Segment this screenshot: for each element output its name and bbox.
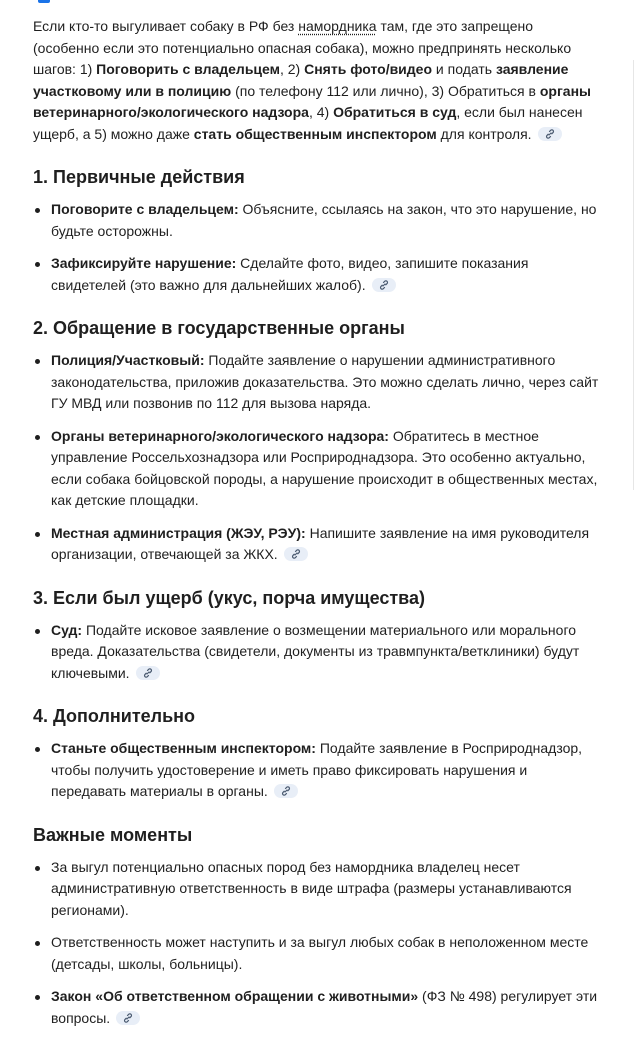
item-bold-label: Органы ветеринарного/экологического надзора:	[51, 427, 389, 444]
source-link-chip[interactable]	[372, 278, 396, 292]
intro-bold: заявление участковому или в полицию	[33, 61, 569, 99]
item-text: Подайте исковое заявление о возмещении материального или морального вреда. Доказательства (свидетели, документы из травмпункта/ветклиники) будут ключевыми.	[51, 621, 580, 681]
link-icon	[281, 786, 291, 796]
section-heading: 1. Первичные действия	[33, 167, 245, 187]
list-item	[33, 857, 603, 922]
source-link-chip[interactable]	[538, 127, 562, 141]
list-item	[33, 523, 603, 566]
item-text: Напишите заявление на имя руководителя организации, отвечающей за ЖКХ.	[51, 524, 590, 562]
intro-text: там, где это запрещено (особенно если это потенциально опасная собака), можно предпринять несколько шагов: 1)	[33, 18, 572, 77]
source-link-chip[interactable]	[136, 666, 160, 680]
link-icon	[291, 549, 301, 559]
item-text: Подайте заявление о нарушении административного законодательства, приложив доказательства. Это можно сделать лично, через сайт ГУ МВД или позвонив по 112 для вызова наряда.	[51, 352, 599, 411]
answer-content	[33, 16, 603, 1040]
list-item	[33, 199, 603, 242]
list-item	[33, 738, 603, 803]
sections-container	[33, 165, 603, 1029]
source-link-chip[interactable]	[284, 547, 308, 561]
bullet-list	[33, 857, 603, 1030]
top-accent	[38, 0, 50, 3]
intro-text: для контроля.	[436, 125, 532, 142]
intro-paragraph	[33, 16, 603, 145]
link-icon	[123, 1013, 133, 1023]
item-text: Сделайте фото, видео, запишите показания свидетелей (это важно для дальнейших жалоб).	[51, 255, 529, 293]
intro-bold: стать общественным инспектором	[193, 125, 437, 142]
list-item	[33, 426, 603, 512]
intro-bold: Обратиться в суд	[333, 104, 457, 120]
section-heading: 3. Если был ущерб (укус, порча имущества)	[33, 587, 426, 608]
list-item	[33, 986, 603, 1029]
bullet-list	[33, 199, 603, 296]
intro-bold: органы ветеринарного/экологического надзора	[33, 82, 591, 120]
intro-text: , 4)	[308, 104, 334, 120]
section-heading: 2. Обращение в государственные органы	[33, 318, 405, 338]
item-text: За выгул потенциально опасных пород без намордника владелец несет административную ответственность в виде штрафа (размеры устанавливаются регионами).	[51, 858, 572, 918]
list-item	[33, 350, 603, 415]
list-item	[33, 253, 603, 296]
item-text: (ФЗ № 498) регулирует эти вопросы.	[51, 988, 598, 1026]
item-text: Обратитесь в местное управление Россельхознадзора или Росприроднадзора. Это особенно актуально, если собака бойцовской породы, а нарушение происходит в общественных местах, как детские площадки.	[51, 427, 598, 508]
item-text: Объясните, ссылаясь на закон, что это нарушение, но будьте осторожны.	[51, 201, 597, 239]
bullet-list	[33, 350, 603, 566]
item-bold-label: Полиция/Участковый:	[51, 352, 205, 368]
side-panel-edge	[633, 60, 640, 490]
intro-bold: Поговорить с владельцем	[96, 61, 280, 77]
section-heading: Важные моменты	[33, 824, 193, 845]
link-icon	[545, 129, 555, 139]
source-link-chip[interactable]	[274, 784, 298, 798]
item-text: Подайте заявление в Росприроднадзор, чтобы получить удостоверение и иметь право фиксировать нарушения и передавать материалы в органы.	[51, 740, 583, 799]
section-heading: 4. Дополнительно	[33, 706, 196, 726]
source-link-chip[interactable]	[116, 1011, 140, 1025]
list-item	[33, 932, 603, 975]
intro-text: Если кто-то выгуливает собаку в РФ без	[33, 18, 299, 34]
item-bold-label: Зафиксируйте нарушение:	[51, 255, 237, 271]
bullet-list	[33, 620, 603, 685]
intro-bold: Снять фото/видео	[304, 61, 433, 77]
intro-text: (по телефону 112 или лично), 3) Обратиться в	[231, 82, 540, 99]
item-bold-label: Поговорите с владельцем:	[51, 201, 239, 217]
list-item	[33, 620, 603, 685]
intro-text: , 2)	[279, 61, 305, 77]
intro-text: и подать	[432, 61, 496, 77]
intro-text: , если был нанесен ущерб, а 5) можно даже	[33, 104, 583, 142]
item-bold-label: Местная администрация (ЖЭУ, РЭУ):	[51, 524, 306, 541]
bullet-list	[33, 738, 603, 803]
item-text: Ответственность может наступить и за выгул любых собак в неположенном месте (детсады, школы, больницы).	[51, 934, 589, 972]
link-icon	[379, 280, 389, 290]
link-icon	[143, 668, 153, 678]
definition-link[interactable]: намордника	[298, 18, 377, 34]
item-bold-label: Станьте общественным инспектором:	[51, 740, 316, 756]
item-bold-label: Суд:	[51, 621, 83, 638]
item-bold-label: Закон «Об ответственном обращении с животными»	[51, 988, 419, 1004]
